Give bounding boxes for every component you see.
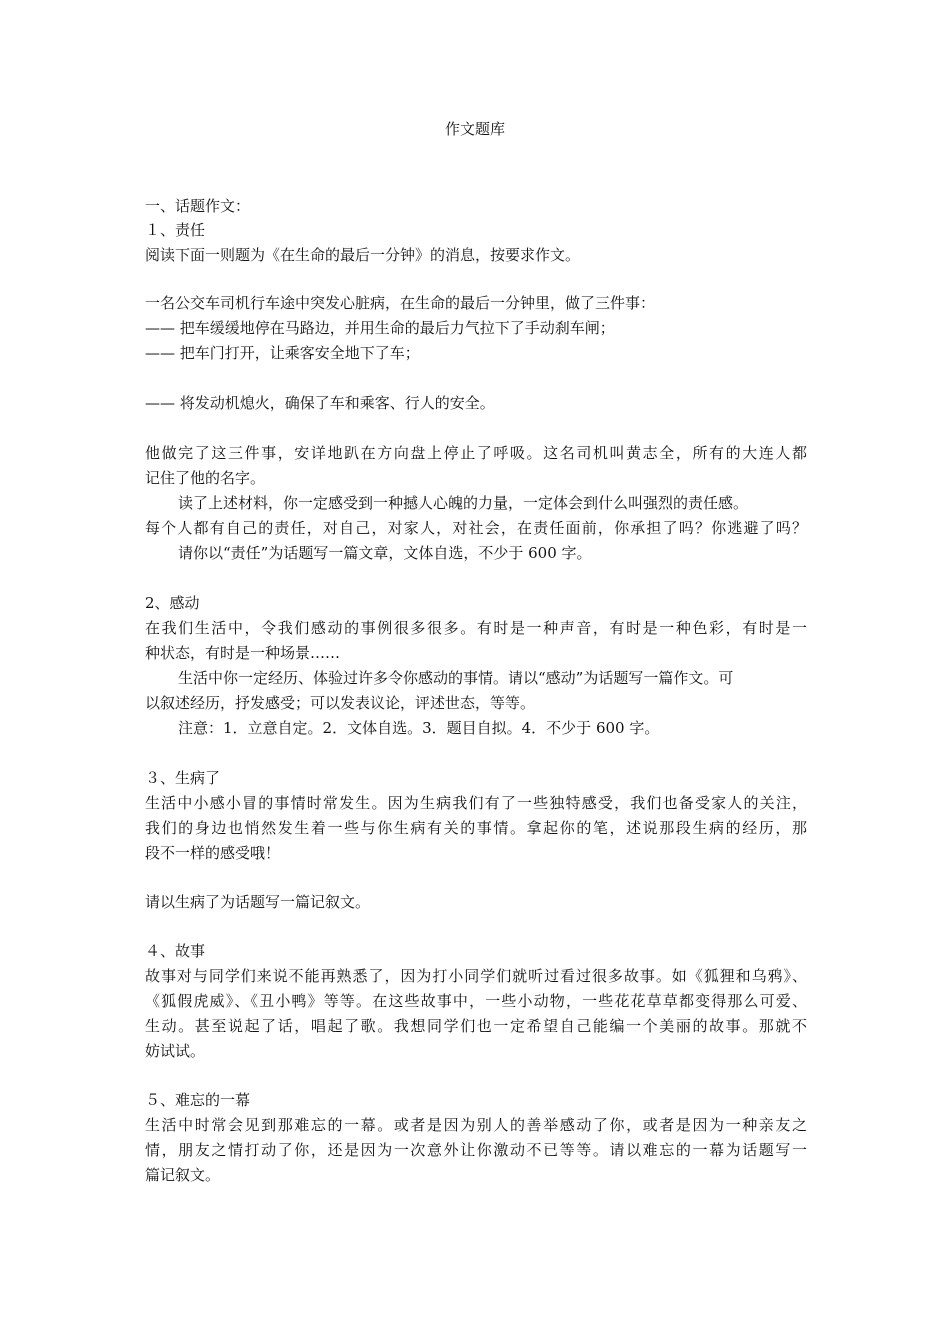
topic2-notes: 注意：1．立意自定。2．文体自选。3．题目自拟。4．不少于 600 字。	[178, 719, 660, 737]
topic1-item2: —— 把车门打开，让乘客安全地下了车；	[145, 344, 420, 362]
topic5-para-line1: 生活中时常会见到那难忘的一幕。或者是因为别人的善举感动了你，或者是因为一种亲友之	[145, 1116, 807, 1134]
topic3-para-line3: 段不一样的感受哦！	[145, 844, 281, 862]
topic5-para-line3: 篇记叙文。	[145, 1166, 221, 1184]
topic1-after-line1: 他做完了这三件事，安详地趴在方向盘上停止了呼吸。这名司机叫黄志全，所有的大连人都	[145, 444, 807, 462]
topic4-para-line2: 《狐假虎威》、《丑小鸭》等等。在这些故事中，一些小动物，一些花花草草都变得那么可爱、	[145, 992, 807, 1010]
topic1-after-line2: 记住了他的名字。	[145, 469, 266, 487]
topic4-para-line3: 生动。甚至说起了话，唱起了歌。我想同学们也一定希望自己能编一个美丽的故事。那就不	[145, 1017, 807, 1035]
topic2-para1-line2: 种状态，有时是一种场景……	[145, 644, 341, 662]
topic5-heading: ５、难忘的一幕	[145, 1091, 251, 1109]
topic1-item1: —— 把车缓缓地停在马路边，并用生命的最后力气拉下了手动刹车闸；	[145, 319, 615, 337]
topic3-para-line1: 生活中小感小冒的事情时常发生。因为生病我们有了一些独特感受，我们也备受家人的关注，	[145, 794, 807, 812]
topic1-item3: —— 将发动机熄火，确保了车和乘客、行人的安全。	[145, 394, 495, 412]
topic2-para1-line1: 在我们生活中，令我们感动的事例很多很多。有时是一种声音，有时是一种色彩，有时是一	[145, 619, 807, 637]
topic5-para-line2: 情，朋友之情打动了你，还是因为一次意外让你激动不已等等。请以难忘的一幕为话题写一	[145, 1141, 807, 1159]
topic1-story: 一名公交车司机行车途中突发心脏病，在生命的最后一分钟里，做了三件事：	[145, 294, 656, 312]
topic1-intro: 阅读下面一则题为《在生命的最后一分钟》的消息，按要求作文。	[145, 246, 581, 264]
topic2-para2-line2: 以叙述经历，抒发感受；可以发表议论，评述世态，等等。	[145, 694, 536, 712]
topic1-requirement: 请你以“责任”为话题写一篇文章，文体自选，不少于 600 字。	[178, 544, 592, 562]
topic2-para2-line1: 生活中你一定经历、体验过许多令你感动的事情。请以“感动”为话题写一篇作文。可	[178, 669, 734, 687]
topic4-para-line4: 妨试试。	[145, 1042, 206, 1060]
topic1-reflect-line2: 每个人都有自己的责任，对自己，对家人，对社会，在责任面前，你承担了吗？你逃避了吗？	[145, 519, 807, 537]
topic3-para-line2: 我们的身边也悄然发生着一些与你生病有关的事情。拿起你的笔，述说那段生病的经历，那	[145, 819, 807, 837]
topic1-reflect-line1: 读了上述材料，你一定感受到一种撼人心魄的力量，一定体会到什么叫强烈的责任感。	[178, 494, 749, 512]
topic1-heading: １、责任	[145, 221, 206, 239]
topic4-para-line1: 故事对与同学们来说不能再熟悉了，因为打小同学们就听过看过很多故事。如《狐狸和乌鸦》、	[145, 967, 807, 985]
section-heading: 一、话题作文：	[145, 197, 251, 215]
topic2-heading: 2、感动	[145, 594, 200, 612]
document-title: 作文题库	[444, 120, 505, 138]
topic4-heading: ４、故事	[145, 942, 206, 960]
topic3-requirement: 请以生病了为话题写一篇记叙文。	[145, 893, 371, 911]
topic3-heading: ３、生病了	[145, 769, 221, 787]
